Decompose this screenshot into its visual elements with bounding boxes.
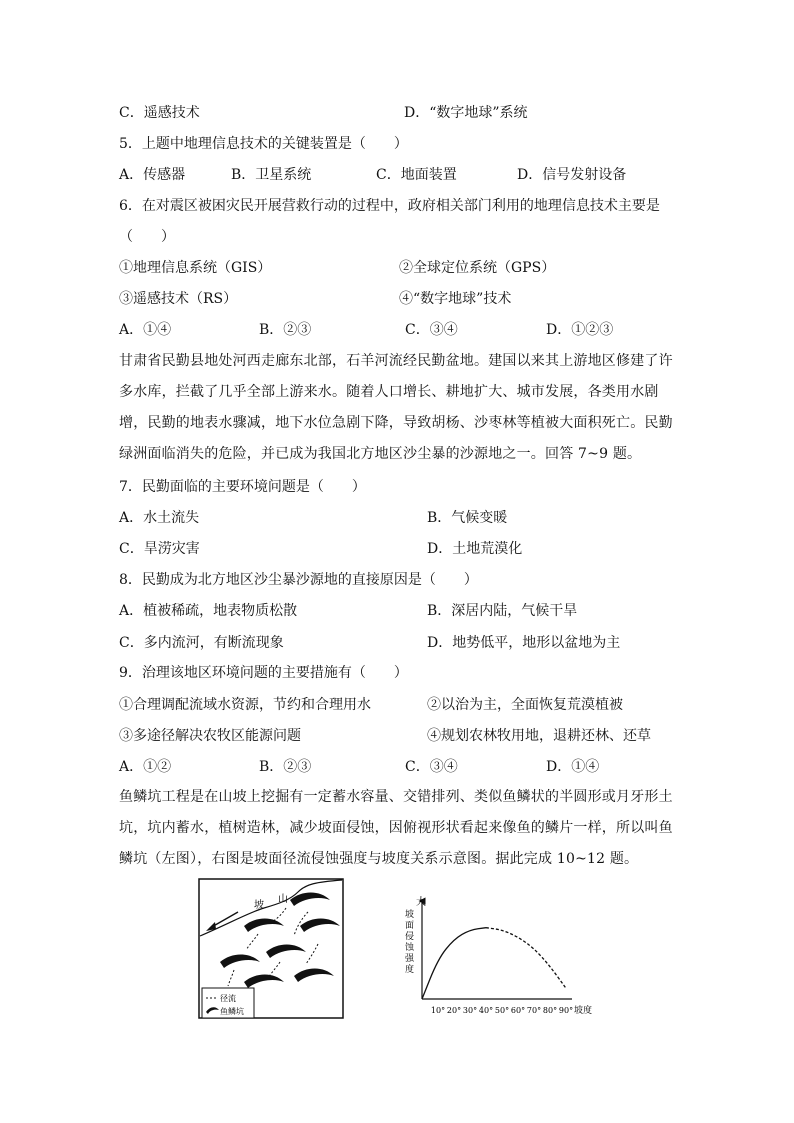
y-axis-label: 坡面侵蚀强度 <box>405 910 415 975</box>
q6-item-2: ②全球定位系统（GPS） <box>399 260 556 276</box>
q6-stem-bracket: （ ） <box>119 229 175 245</box>
passage-minqin: 甘肃省民勤县地处河西走廊东北部，石羊河流经民勤盆地。建国以来其上游地区修建了许多水库，拦截了几乎全部上游来水。随着人口增长、耕地扩大、城市发展，各类用水剧增，民勤的地表水骤减，地下水位急剧下降，导致胡杨、沙枣林等植被大面积死亡。民勤绿洲面临消失的危险，并已成为我国北方地区沙尘暴的沙源地之一。回答 7~9 题。 <box>119 353 673 462</box>
label-mountain: 山 <box>278 894 288 905</box>
q9-item-4: ④规划农林牧用地，退耕还林、还草 <box>427 728 651 744</box>
q8-option-b: B．深居内陆，气候干旱 <box>427 603 578 619</box>
x-tick-label: 20° <box>446 1006 462 1015</box>
x-tick-label: 40° <box>478 1006 494 1015</box>
q5-stem: 5．上题中地理信息技术的关键装置是（ ） <box>119 136 408 152</box>
q7-option-b: B．气候变暖 <box>427 510 508 526</box>
q6-option-b: B．②③ <box>259 322 312 338</box>
q9-item-2: ②以治为主，全面恢复荒漠植被 <box>427 697 623 713</box>
label-slope: 坡 <box>254 900 264 911</box>
q6-stem: 6．在对震区被困灾民开展营救行动的过程中，政府相关部门利用的地理信息技术主要是 <box>119 198 660 214</box>
x-tick-label: 70° <box>526 1006 542 1015</box>
x-tick-label: 50° <box>494 1006 510 1015</box>
q9-option-c: C．③④ <box>405 759 458 775</box>
erosion-slope-chart <box>396 895 604 1019</box>
q5-option-d: D．信号发射设备 <box>517 167 627 183</box>
q4-option-c: C．遥感技术 <box>119 105 200 121</box>
q6-item-1: ①地理信息系统（GIS） <box>119 260 272 276</box>
erosion-curve-solid <box>422 928 486 999</box>
q6-item-3: ③遥感技术（RS） <box>119 291 238 307</box>
q8-option-d: D．地势低平，地形以盆地为主 <box>427 635 621 651</box>
q9-option-b: B．②③ <box>259 759 312 775</box>
q6-option-c: C．③④ <box>405 322 458 338</box>
legend-pit-label: 鱼鳞坑 <box>220 1007 244 1016</box>
q5-option-c: C．地面装置 <box>376 167 457 183</box>
legend-runoff-label: 径流 <box>220 994 236 1003</box>
q5-option-b: B．卫星系统 <box>231 167 312 183</box>
y-axis-top-label: 大 <box>416 897 426 908</box>
q5-option-a: A．传感器 <box>119 167 186 183</box>
q9-item-1: ①合理调配流域水资源，节约和合理用水 <box>119 697 371 713</box>
q7-option-a: A．水土流失 <box>119 510 200 526</box>
q8-option-a: A．植被稀疏，地表物质松散 <box>119 603 298 619</box>
passage-fish-scale-pits: 鱼鳞坑工程是在山坡上挖掘有一定蓄水容量、交错排列、类似鱼鳞状的半圆形或月牙形土坑，坑内蓄水，植树造林，减少坡面侵蚀，因俯视形状看起来像鱼的鳞片一样，所以叫鱼鳞坑（左图），右图是坡面径流侵蚀强度与坡度关系示意图。据此完成 10~12 题。 <box>119 789 673 867</box>
q9-option-d: D．①④ <box>546 759 600 775</box>
erosion-curve-dashed <box>486 928 566 989</box>
x-tick-label: 30° <box>462 1006 478 1015</box>
q8-option-c: C．多内流河，有断流现象 <box>119 635 284 651</box>
q4-option-d: D．“数字地球”系统 <box>404 105 528 121</box>
q9-stem: 9．治理该地区环境问题的主要措施有（ ） <box>119 665 408 681</box>
q7-option-c: C．旱涝灾害 <box>119 541 200 557</box>
x-tick-label: 80° <box>542 1006 558 1015</box>
q9-option-a: A．①② <box>119 759 172 775</box>
x-tick-label: 60° <box>510 1006 526 1015</box>
q7-option-d: D．土地荒漠化 <box>427 541 523 557</box>
x-tick-label: 90° <box>558 1006 574 1015</box>
q6-option-d: D．①②③ <box>546 322 614 338</box>
q6-item-4: ④“数字地球”技术 <box>399 291 512 307</box>
q6-option-a: A．①④ <box>119 322 172 338</box>
q9-item-3: ③多途径解决农牧区能源问题 <box>119 728 301 744</box>
x-tick-label: 10° <box>430 1006 446 1015</box>
fish-scale-pit-diagram <box>198 878 346 1022</box>
x-axis-label: 坡度 <box>574 1006 593 1016</box>
q8-stem: 8．民勤成为北方地区沙尘暴沙源地的直接原因是（ ） <box>119 572 478 588</box>
q7-stem: 7．民勤面临的主要环境问题是（ ） <box>119 479 366 495</box>
